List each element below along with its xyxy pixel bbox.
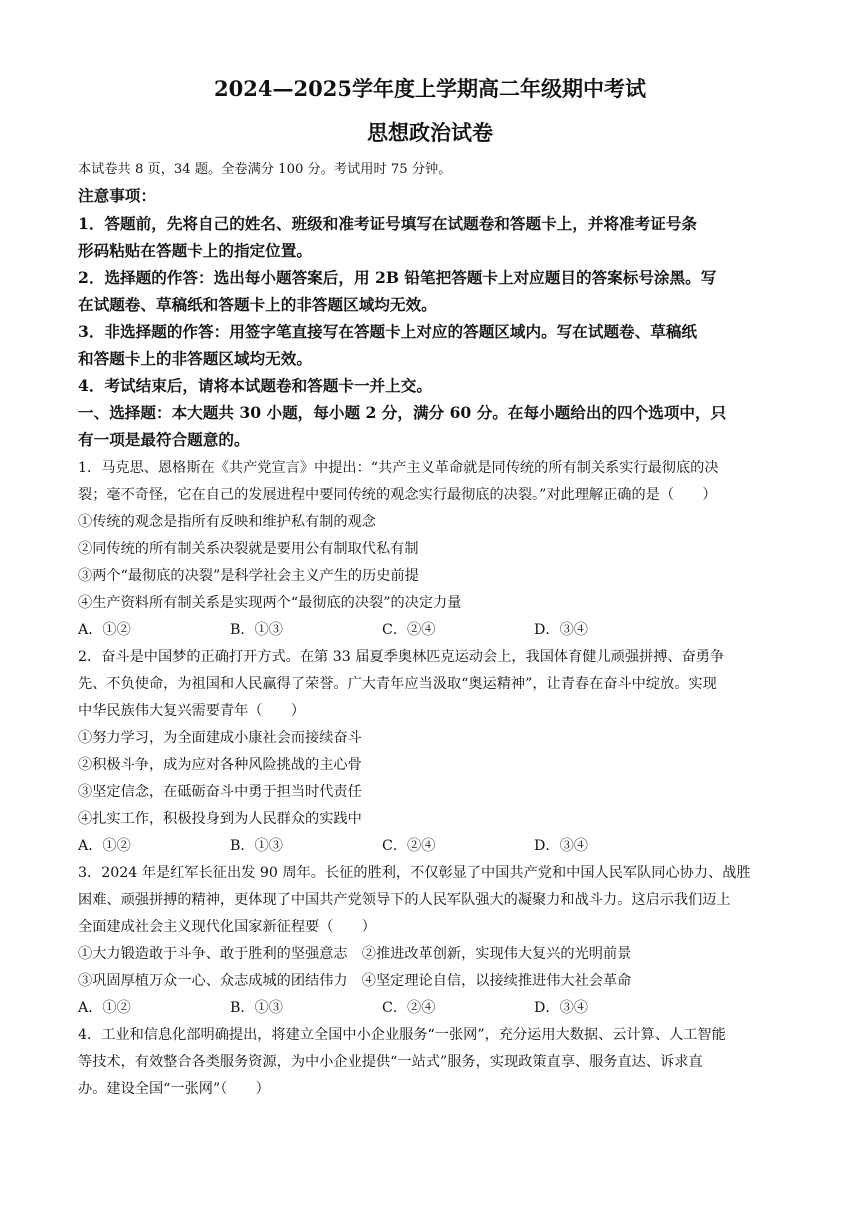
q2-statement: ②积极斗争，成为应对各种风险挑战的主心骨	[78, 757, 362, 773]
q1-option-c[interactable]: C．②④	[382, 622, 436, 638]
q1-stem: 1．马克思、恩格斯在《共产党宣言》中提出：“共产主义革命就是同传统的所有制关系实行最彻底的决	[78, 460, 719, 476]
q2-stem: 先、不负使命，为祖国和人民赢得了荣誉。广大青年应当汲取“奥运精神”，让青春在奋斗中绽放。实现	[78, 676, 717, 692]
q4-stem: 4．工业和信息化部明确提出，将建立全国中小企业服务“一张网”，充分运用大数据、云计算、人工智能	[78, 1027, 726, 1043]
note-line: 和答题卡上的非答题区域均无效。	[78, 349, 312, 368]
section-heading: 一、选择题：本大题共 30 小题，每小题 2 分，满分 60 分。在每小题给出的四个选项中，只	[78, 403, 727, 422]
q1-option-d[interactable]: D．③④	[534, 622, 588, 638]
notes-heading: 注意事项：	[78, 186, 156, 205]
q1-statement: ③两个“最彻底的决裂”是科学社会主义产生的历史前提	[78, 568, 419, 584]
q3-stem: 全面建成社会主义现代化国家新征程要（ ）	[78, 919, 376, 935]
exam-info: 本试卷共 8 页，34 题。全卷满分 100 分。考试用时 75 分钟。	[78, 162, 452, 177]
q4-stem: 办。建设全国“一张网”（ ）	[78, 1081, 270, 1097]
q3-statement: ③巩固厚植万众一心、众志成城的团结伟力 ④坚定理论自信，以接续推进伟大社会革命	[78, 973, 632, 989]
q2-option-a[interactable]: A．①②	[78, 838, 131, 854]
q2-stem: 2．奋斗是中国梦的正确打开方式。在第 33 届夏季奥林匹克运动会上，我国体育健儿顽强拼搏、奋勇争	[78, 649, 725, 665]
note-line: 2．选择题的作答：选出每小题答案后，用 2B 铅笔把答题卡上对应题目的答案标号涂黑。写	[78, 268, 717, 287]
note-line: 1．答题前，先将自己的姓名、班级和准考证号填写在试题卷和答题卡上，并将准考证号条	[78, 214, 698, 233]
note-line: 4．考试结束后，请将本试题卷和答题卡一并上交。	[78, 376, 432, 395]
q3-option-a[interactable]: A．①②	[78, 1000, 131, 1016]
exam-subtitle: 思想政治试卷	[367, 120, 493, 145]
q3-option-d[interactable]: D．③④	[534, 1000, 588, 1016]
q2-statement: ①努力学习，为全面建成小康社会而接续奋斗	[78, 730, 362, 746]
q3-option-b[interactable]: B．①③	[230, 1000, 283, 1016]
section-heading: 有一项是最符合题意的。	[78, 430, 250, 449]
q2-stem: 中华民族伟大复兴需要青年（ ）	[78, 703, 306, 719]
note-line: 3．非选择题的作答：用签字笔直接写在答题卡上对应的答题区域内。写在试题卷、草稿纸	[78, 322, 698, 341]
q3-stem: 困难、顽强拼搏的精神，更体现了中国共产党领导下的人民军队强大的凝聚力和战斗力。这启示我们迈上	[78, 892, 731, 908]
q2-option-d[interactable]: D．③④	[534, 838, 588, 854]
q3-stem: 3．2024 年是红军长征出发 90 周年。长征的胜利，不仅彰显了中国共产党和中国人民军队同心协力、战胜	[78, 865, 751, 881]
q1-statement: ④生产资料所有制关系是实现两个“最彻底的决裂”的决定力量	[78, 595, 462, 611]
q1-option-a[interactable]: A．①②	[78, 622, 131, 638]
exam-title: 2024—2025学年度上学期高二年级期中考试	[214, 76, 646, 101]
q1-statement: ②同传统的所有制关系决裂就是要用公有制取代私有制	[78, 541, 419, 557]
q2-option-c[interactable]: C．②④	[382, 838, 436, 854]
note-line: 形码粘贴在答题卡上的指定位置。	[78, 241, 312, 260]
q4-stem: 等技术，有效整合各类服务资源，为中小企业提供“一站式”服务，实现政策直享、服务直达、诉求直	[78, 1054, 703, 1070]
q2-statement: ④扎实工作，积极投身到为人民群众的实践中	[78, 811, 362, 827]
note-line: 在试题卷、草稿纸和答题卡上的非答题区域均无效。	[78, 295, 437, 314]
q2-option-b[interactable]: B．①③	[230, 838, 283, 854]
q1-statement: ①传统的观念是指所有反映和维护私有制的观念	[78, 514, 376, 530]
q1-stem: 裂；毫不奇怪，它在自己的发展进程中要同传统的观念实行最彻底的决裂。”对此理解正确的是（ ）	[78, 487, 717, 503]
q3-statement: ①大力锻造敢于斗争、敢于胜利的坚强意志 ②推进改革创新，实现伟大复兴的光明前景	[78, 946, 632, 962]
q2-statement: ③坚定信念，在砥砺奋斗中勇于担当时代责任	[78, 784, 362, 800]
q3-option-c[interactable]: C．②④	[382, 1000, 436, 1016]
q1-option-b[interactable]: B．①③	[230, 622, 283, 638]
